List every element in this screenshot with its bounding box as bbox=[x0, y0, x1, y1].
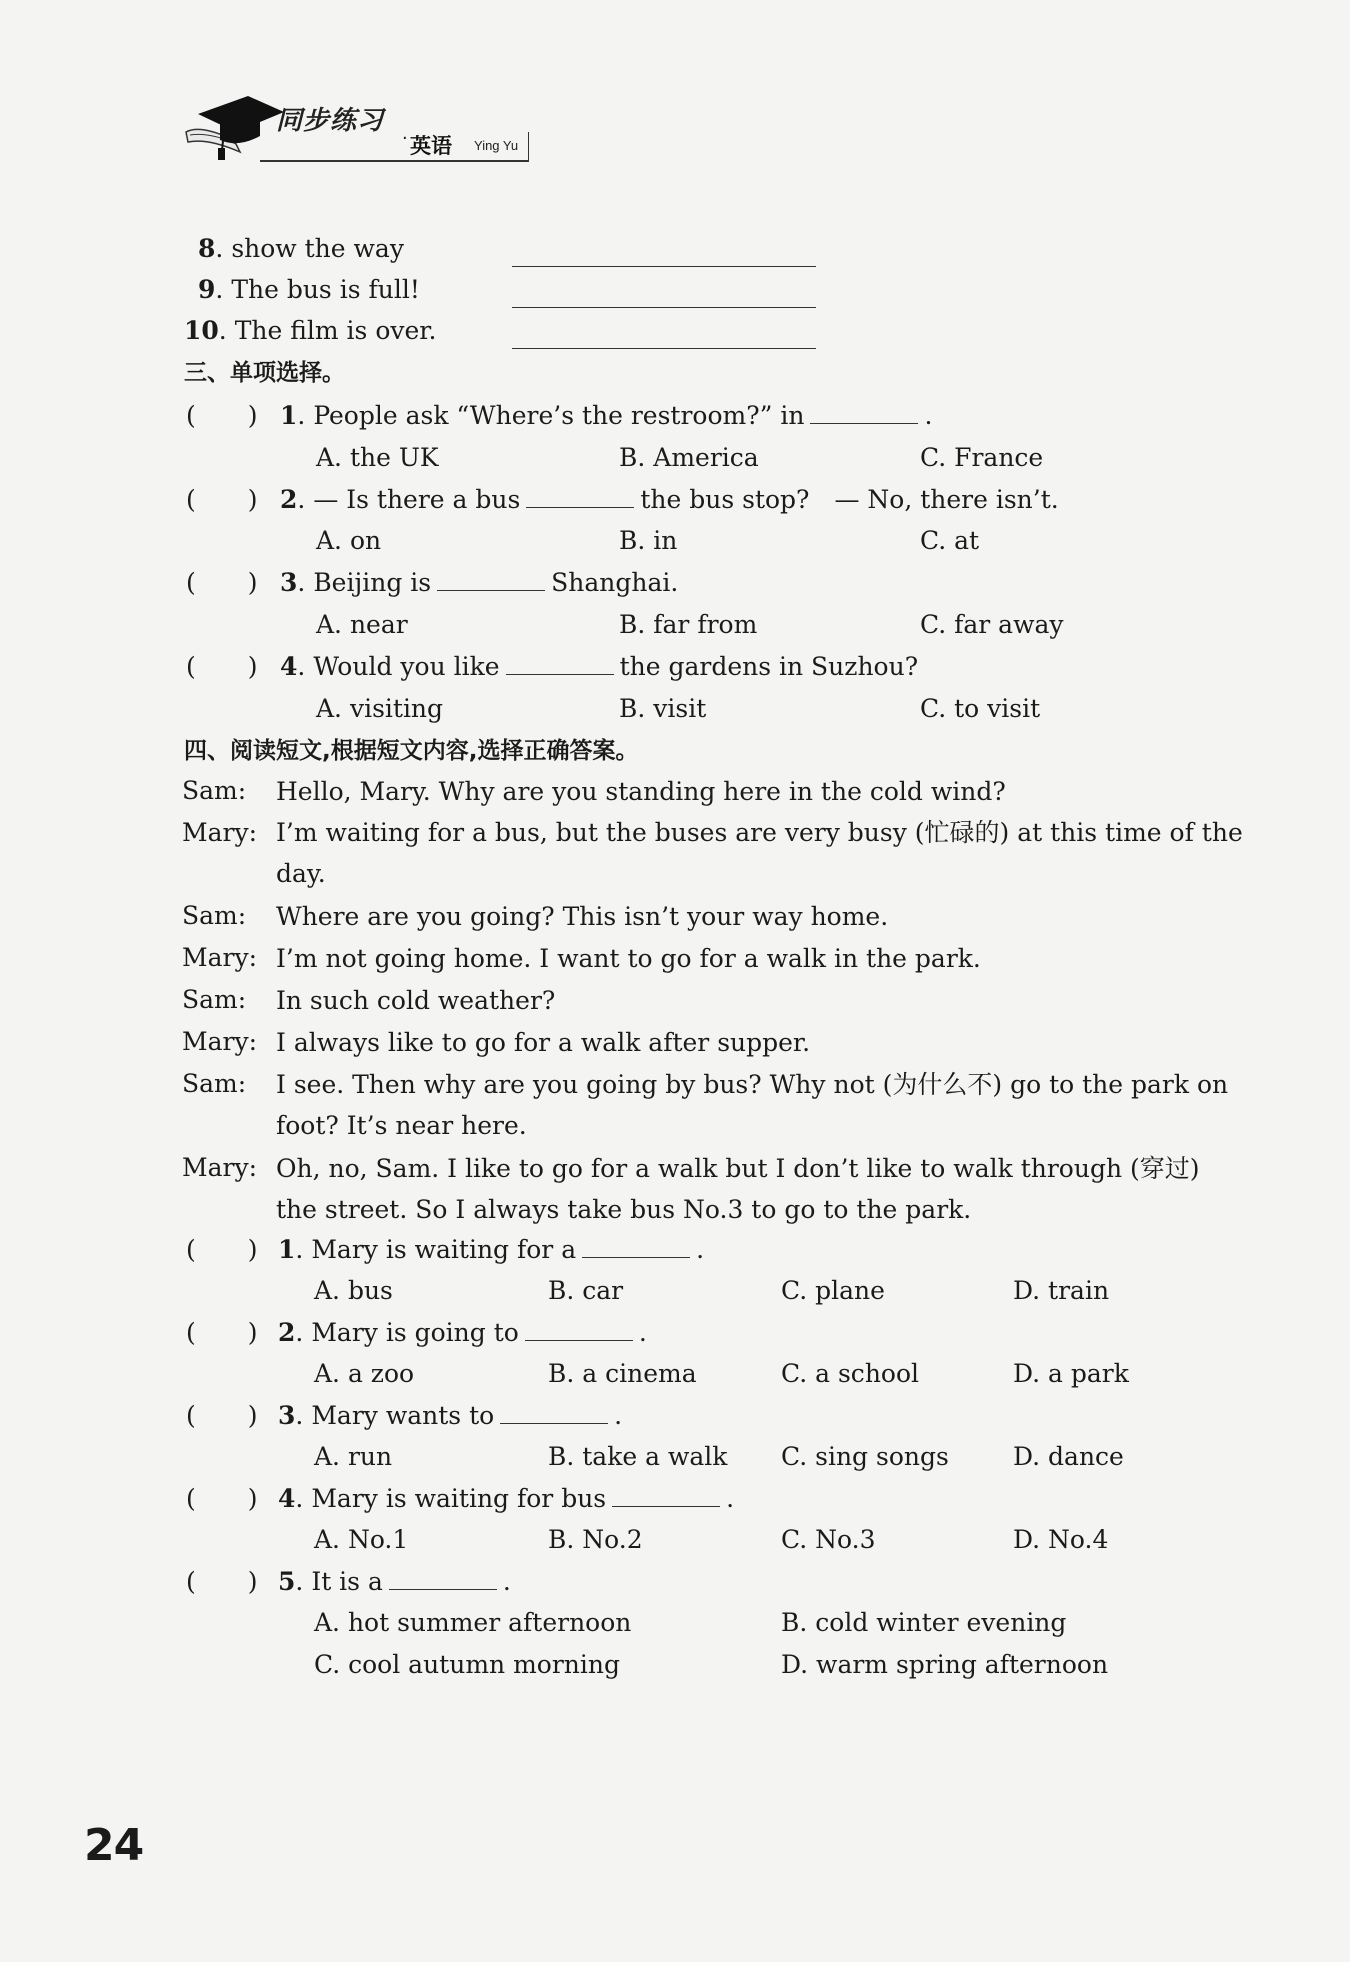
answer-paren[interactable]: ( ) bbox=[186, 1401, 258, 1430]
dialogue-speaker: Sam: bbox=[182, 985, 247, 1014]
option[interactable]: D. train bbox=[1013, 1276, 1110, 1305]
dialogue-line: I’m waiting for a bus, but the buses are very busy (忙碌的) at this time of the day. bbox=[276, 818, 1243, 888]
question: 4. Mary is waiting for bus . bbox=[278, 1484, 735, 1513]
dialogue-speaker: Mary: bbox=[182, 943, 257, 972]
question: 1. People ask “Where’s the restroom?” in . bbox=[280, 401, 933, 430]
dialogue-line: Where are you going? This isn’t your way home. bbox=[276, 902, 889, 931]
option[interactable]: A. near bbox=[316, 610, 408, 639]
section-heading: 四、阅读短文,根据短文内容,选择正确答案。 bbox=[184, 738, 639, 764]
answer-paren[interactable]: ( ) bbox=[186, 1235, 258, 1264]
dialogue-line: In such cold weather? bbox=[276, 986, 556, 1015]
question: 3. Mary wants to . bbox=[278, 1401, 623, 1430]
question-blank[interactable] bbox=[582, 1235, 690, 1258]
header-dot: · bbox=[402, 128, 408, 149]
answer-blank[interactable] bbox=[512, 307, 816, 308]
option[interactable]: A. a zoo bbox=[314, 1359, 415, 1388]
answer-paren[interactable]: ( ) bbox=[186, 401, 258, 430]
answer-blank[interactable] bbox=[512, 266, 816, 267]
translate-item: 9. The bus is full! bbox=[198, 275, 420, 304]
option[interactable]: A. bus bbox=[314, 1276, 393, 1305]
question-blank[interactable] bbox=[525, 1318, 633, 1341]
answer-paren[interactable]: ( ) bbox=[186, 652, 258, 681]
question-blank[interactable] bbox=[612, 1484, 720, 1507]
question: 4. Would you like the gardens in Suzhou? bbox=[280, 652, 919, 681]
dialogue-line: I’m not going home. I want to go for a walk in the park. bbox=[276, 944, 981, 973]
section-heading: 三、单项选择。 bbox=[184, 360, 345, 386]
option[interactable]: C. far away bbox=[920, 610, 1064, 639]
option[interactable]: B. take a walk bbox=[548, 1442, 728, 1471]
header-subject: 英语 bbox=[410, 134, 452, 158]
option[interactable]: C. sing songs bbox=[781, 1442, 949, 1471]
dialogue-speaker: Mary: bbox=[182, 1153, 257, 1182]
option[interactable]: C. a school bbox=[781, 1359, 920, 1388]
dialogue-speaker: Sam: bbox=[182, 901, 247, 930]
page-header bbox=[180, 88, 540, 168]
header-title: 同步练习 bbox=[276, 106, 385, 136]
header-divider bbox=[528, 132, 529, 162]
answer-paren[interactable]: ( ) bbox=[186, 1484, 258, 1513]
dialogue-line: I see. Then why are you going by bus? Why not (为什么不) go to the park on foot? It’s near here. bbox=[276, 1070, 1229, 1140]
option[interactable]: B. visit bbox=[619, 694, 707, 723]
dialogue-line: Hello, Mary. Why are you standing here in the cold wind? bbox=[276, 777, 1006, 806]
option[interactable]: C. cool autumn morning bbox=[314, 1650, 620, 1679]
question: 2. Mary is going to . bbox=[278, 1318, 647, 1347]
question: 2. — Is there a bus the bus stop? — No, there isn’t. bbox=[280, 485, 1059, 514]
option[interactable]: A. the UK bbox=[316, 443, 439, 472]
dialogue-line: I always like to go for a walk after supper. bbox=[276, 1028, 811, 1057]
question-blank[interactable] bbox=[526, 485, 634, 508]
option[interactable]: B. far from bbox=[619, 610, 758, 639]
question-blank[interactable] bbox=[506, 652, 614, 675]
option[interactable]: D. No.4 bbox=[1013, 1525, 1109, 1554]
option[interactable]: A. run bbox=[314, 1442, 393, 1471]
option[interactable]: D. dance bbox=[1013, 1442, 1124, 1471]
dialogue-line: Oh, no, Sam. I like to go for a walk but I don’t like to walk through (穿过) the street. So I always take bus No.3 to go to the park. bbox=[276, 1154, 1200, 1224]
question: 3. Beijing is Shanghai. bbox=[280, 568, 679, 597]
dialogue-speaker: Sam: bbox=[182, 1069, 247, 1098]
option[interactable]: C. plane bbox=[781, 1276, 885, 1305]
page-number: 24 bbox=[84, 1820, 144, 1871]
option[interactable]: C. to visit bbox=[920, 694, 1041, 723]
option[interactable]: B. No.2 bbox=[548, 1525, 643, 1554]
option[interactable]: B. America bbox=[619, 443, 759, 472]
header-underline bbox=[260, 160, 528, 162]
option[interactable]: B. in bbox=[619, 526, 678, 555]
dialogue-speaker: Sam: bbox=[182, 776, 247, 805]
dialogue-speaker: Mary: bbox=[182, 1027, 257, 1056]
dialogue-speaker: Mary: bbox=[182, 818, 257, 847]
question: 5. It is a . bbox=[278, 1567, 511, 1596]
option[interactable]: B. cold winter evening bbox=[781, 1608, 1067, 1637]
translate-item: 10. The film is over. bbox=[184, 316, 437, 345]
option[interactable]: A. No.1 bbox=[314, 1525, 409, 1554]
question-blank[interactable] bbox=[437, 568, 545, 591]
question-blank[interactable] bbox=[810, 401, 918, 424]
question-blank[interactable] bbox=[500, 1401, 608, 1424]
answer-blank[interactable] bbox=[512, 348, 816, 349]
option[interactable]: B. car bbox=[548, 1276, 624, 1305]
option[interactable]: A. visiting bbox=[316, 694, 444, 723]
answer-paren[interactable]: ( ) bbox=[186, 485, 258, 514]
answer-paren[interactable]: ( ) bbox=[186, 568, 258, 597]
option[interactable]: C. France bbox=[920, 443, 1044, 472]
answer-paren[interactable]: ( ) bbox=[186, 1567, 258, 1596]
question: 1. Mary is waiting for a . bbox=[278, 1235, 705, 1264]
header-pinyin: Ying Yu bbox=[474, 138, 519, 153]
translate-item: 8. show the way bbox=[198, 234, 404, 263]
option[interactable]: C. at bbox=[920, 526, 980, 555]
option[interactable]: D. a park bbox=[1013, 1359, 1129, 1388]
answer-paren[interactable]: ( ) bbox=[186, 1318, 258, 1347]
option[interactable]: B. a cinema bbox=[548, 1359, 697, 1388]
option[interactable]: A. hot summer afternoon bbox=[314, 1608, 632, 1637]
question-blank[interactable] bbox=[389, 1567, 497, 1590]
option[interactable]: C. No.3 bbox=[781, 1525, 876, 1554]
option[interactable]: A. on bbox=[316, 526, 382, 555]
option[interactable]: D. warm spring afternoon bbox=[781, 1650, 1109, 1679]
